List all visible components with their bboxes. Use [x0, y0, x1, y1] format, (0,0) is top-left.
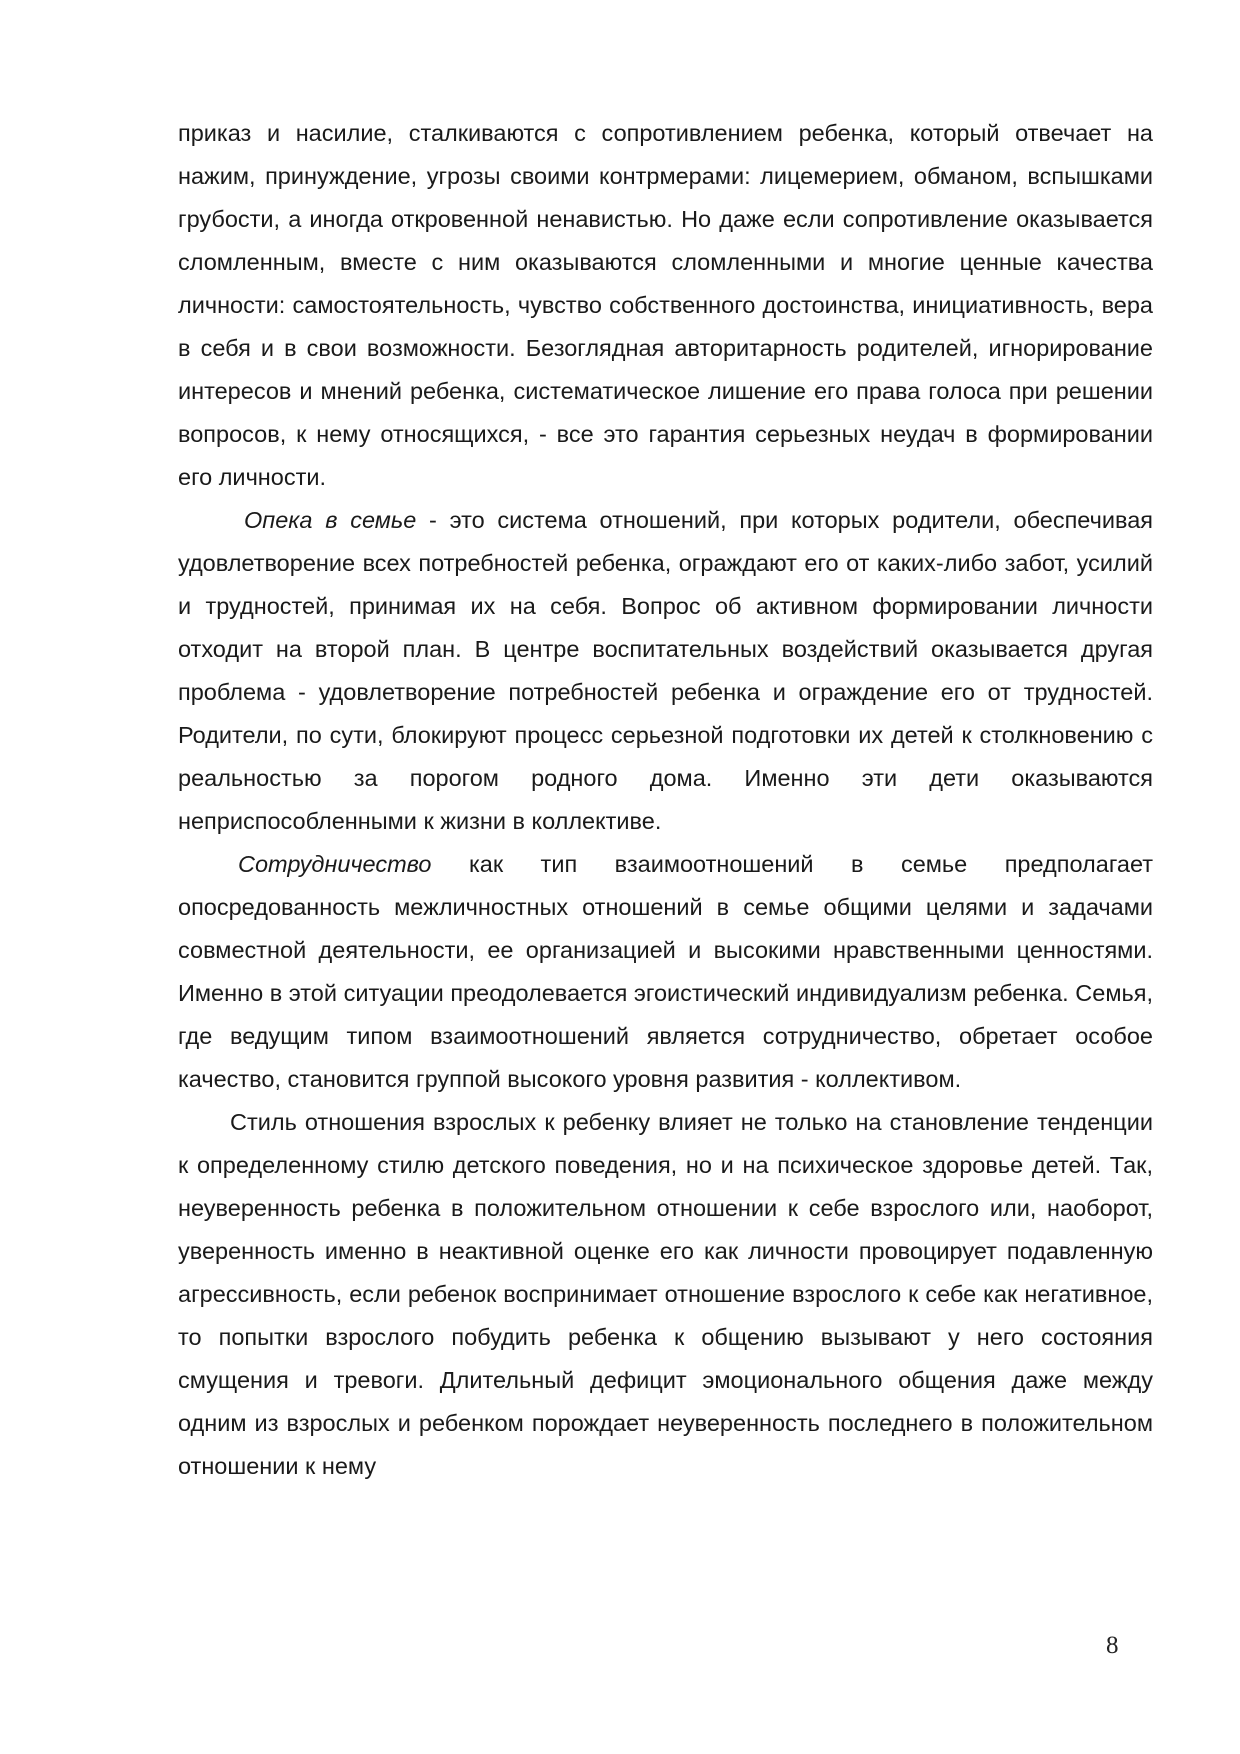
term-guardianship: Опека в семье [244, 507, 417, 533]
term-cooperation: Сотрудничество [238, 851, 432, 877]
paragraph-guardianship [178, 499, 1153, 843]
paragraph-cooperation [178, 843, 1153, 1101]
paragraph-cooperation-text: как тип взаимоотношений в семье предполагает опосредованность межличностных отношений в семье общими целями и задачами совместной деятельности, ее организацией и высокими нравственными ценностями. Именно в этой ситуации преодолевается эгоистический индивидуализм ребенка. Семья, где ведущим типом взаимоотношений является сотрудничество, обретает особое качество, становится группой высокого уровня развития - коллективом. [178, 851, 1153, 1092]
paragraph-authoritarian-continuation: приказ и насилие, сталкиваются с сопротивлением ребенка, который отвечает на нажим, принуждение, угрозы своими контрмерами: лицемерием, обманом, вспышками грубости, а иногда откровенной ненавистью. Но даже если сопротивление оказывается сломленным, вместе с ним оказываются сломленными и многие ценные качества личности: самостоятельность, чувство собственного достоинства, инициативность, вера в себя и в свои возможности. Безоглядная авторитарность родителей, игнорирование интересов и мнений ребенка, систематическое лишение его права голоса при решении вопросов, к нему относящихся, - все это гарантия серьезных неудач в формировании его личности. [178, 120, 1153, 490]
paragraph-adult-style: Стиль отношения взрослых к ребенку влияет не только на становление тенденции к определенному стилю детского поведения, но и на психическое здоровье детей. Так, неуверенность ребенка в положительном отношении к себе взрослого или, наоборот, уверенность именно в неактивной оценке его как личности провоцирует подавленную агрессивность, если ребенок воспринимает отношение взрослого к себе как негативное, то попытки взрослого побудить ребенка к общению вызывают у него состояния смущения и тревоги. Длительный дефицит эмоционального общения даже между одним из взрослых и ребенком порождает неуверенность последнего в положительном отношении к нему [178, 1109, 1153, 1479]
paragraph-guardianship-text: - это система отношений, при которых родители, обеспечивая удовлетворение всех потребностей ребенка, ограждают его от каких-либо забот, усилий и трудностей, принимая их на себя. Вопрос об активном формировании личности отходит на второй план. В центре воспитательных воздействий оказывается другая проблема - удовлетворение потребностей ребенка и ограждение его от трудностей. Родители, по сути, блокируют процесс серьезной подготовки их детей к столкновению с реальностью за порогом родного дома. Именно эти дети оказываются неприспособленными к жизни в коллективе. [178, 507, 1153, 834]
body-text [178, 112, 1153, 1488]
page-number: 8 [1106, 1632, 1119, 1659]
